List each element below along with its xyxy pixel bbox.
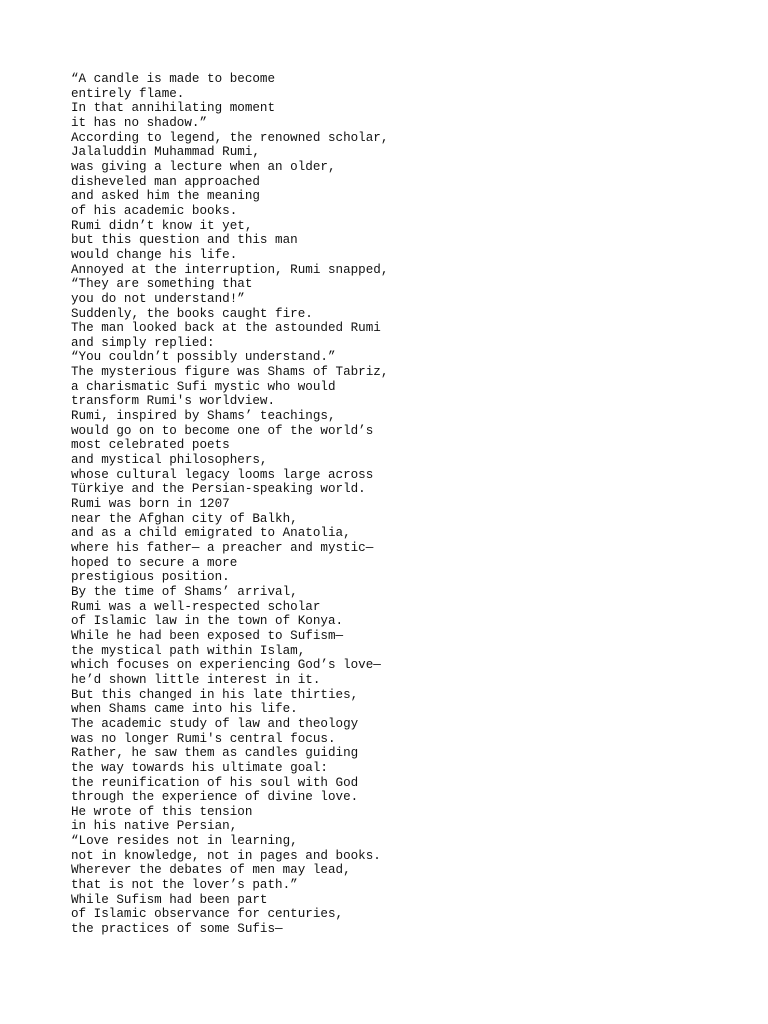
text-line: “A candle is made to become [71, 72, 276, 86]
text-line: disheveled man approached [71, 174, 260, 189]
text-line: the way towards his ultimate goal: [71, 760, 328, 775]
text-line: and mystical philosophers, [71, 453, 268, 468]
text-line: Rather, he saw them as candles guiding [71, 746, 359, 761]
text-line: Rumi was a well-respected scholar [71, 599, 321, 614]
text-line: He wrote of this tension [71, 804, 253, 819]
text-line: and simply replied: [71, 335, 215, 350]
text-line: the mystical path within Islam, [71, 643, 306, 658]
text-line: where his father— a preacher and mystic— [71, 541, 374, 555]
text-line: Annoyed at the interruption, Rumi snapped, [71, 262, 389, 277]
text-line: through the experience of divine love. [71, 790, 359, 805]
text-line: Suddenly, the books caught fire. [71, 306, 313, 321]
text-line: “Love resides not in learning, [71, 834, 298, 849]
text-line: and as a child emigrated to Anatolia, [71, 526, 351, 541]
text-line: entirely flame. [71, 86, 185, 101]
text-line: was giving a lecture when an older, [71, 159, 336, 174]
text-line: he’d shown little interest in it. [71, 672, 321, 687]
text-line: The man looked back at the astounded Rumi [71, 321, 381, 336]
text-line: not in knowledge, not in pages and books. [71, 848, 381, 863]
text-line: of his academic books. [71, 203, 238, 218]
text-line: was no longer Rumi's central focus. [71, 731, 336, 746]
text-line: While Sufism had been part [71, 892, 268, 907]
text-line: but this question and this man [71, 233, 298, 248]
text-line: The mysterious figure was Shams of Tabriz, [71, 365, 389, 380]
text-line: prestigious position. [71, 570, 230, 585]
text-line: the reunification of his soul with God [71, 775, 359, 790]
text-line: Rumi was born in 1207 [71, 497, 230, 512]
text-line: and asked him the meaning [71, 189, 260, 204]
text-line: Rumi didn’t know it yet, [71, 218, 253, 233]
text-line: most celebrated poets [71, 438, 230, 453]
text-line: whose cultural legacy looms large across [71, 467, 374, 482]
text-line: Wherever the debates of men may lead, [71, 863, 351, 878]
text-line: a charismatic Sufi mystic who would [71, 379, 336, 394]
text-line: of Islamic observance for centuries, [71, 907, 344, 922]
text-line: the practices of some Sufis— [71, 922, 283, 937]
text-line: would go on to become one of the world’s [71, 423, 374, 438]
text-line: Rumi, inspired by Shams’ teachings, [71, 409, 336, 424]
text-line: of Islamic law in the town of Konya. [71, 614, 344, 629]
text-line: in his native Persian, [71, 819, 238, 834]
text-line: Türkiye and the Persian-speaking world. [71, 482, 366, 497]
text-line: when Shams came into his life. [71, 702, 298, 717]
text-line: it has no shadow.” [71, 115, 208, 130]
text-line: hoped to secure a more [71, 555, 238, 570]
text-line: By the time of Shams’ arrival, [71, 584, 298, 599]
text-line: But this changed in his late thirties, [71, 687, 359, 702]
text-line: According to legend, the renowned scholar, [71, 130, 389, 145]
text-line: “They are something that [71, 277, 253, 292]
text-line: would change his life. [71, 247, 238, 262]
text-line: near the Afghan city of Balkh, [71, 511, 298, 526]
text-line: you do not understand!” [71, 291, 245, 306]
text-line: While he had been exposed to Sufism— [71, 628, 344, 643]
text-line: “You couldn’t possibly understand.” [71, 350, 336, 365]
text-line: that is not the lover’s path.” [71, 878, 298, 893]
text-line: Jalaluddin Muhammad Rumi, [71, 145, 260, 160]
text-line: which focuses on experiencing God’s love— [71, 658, 381, 673]
text-line: The academic study of law and theology [71, 716, 359, 731]
text-line: transform Rumi's worldview. [71, 394, 276, 409]
document-text-block [71, 72, 388, 937]
text-line: In that annihilating moment [71, 101, 276, 116]
